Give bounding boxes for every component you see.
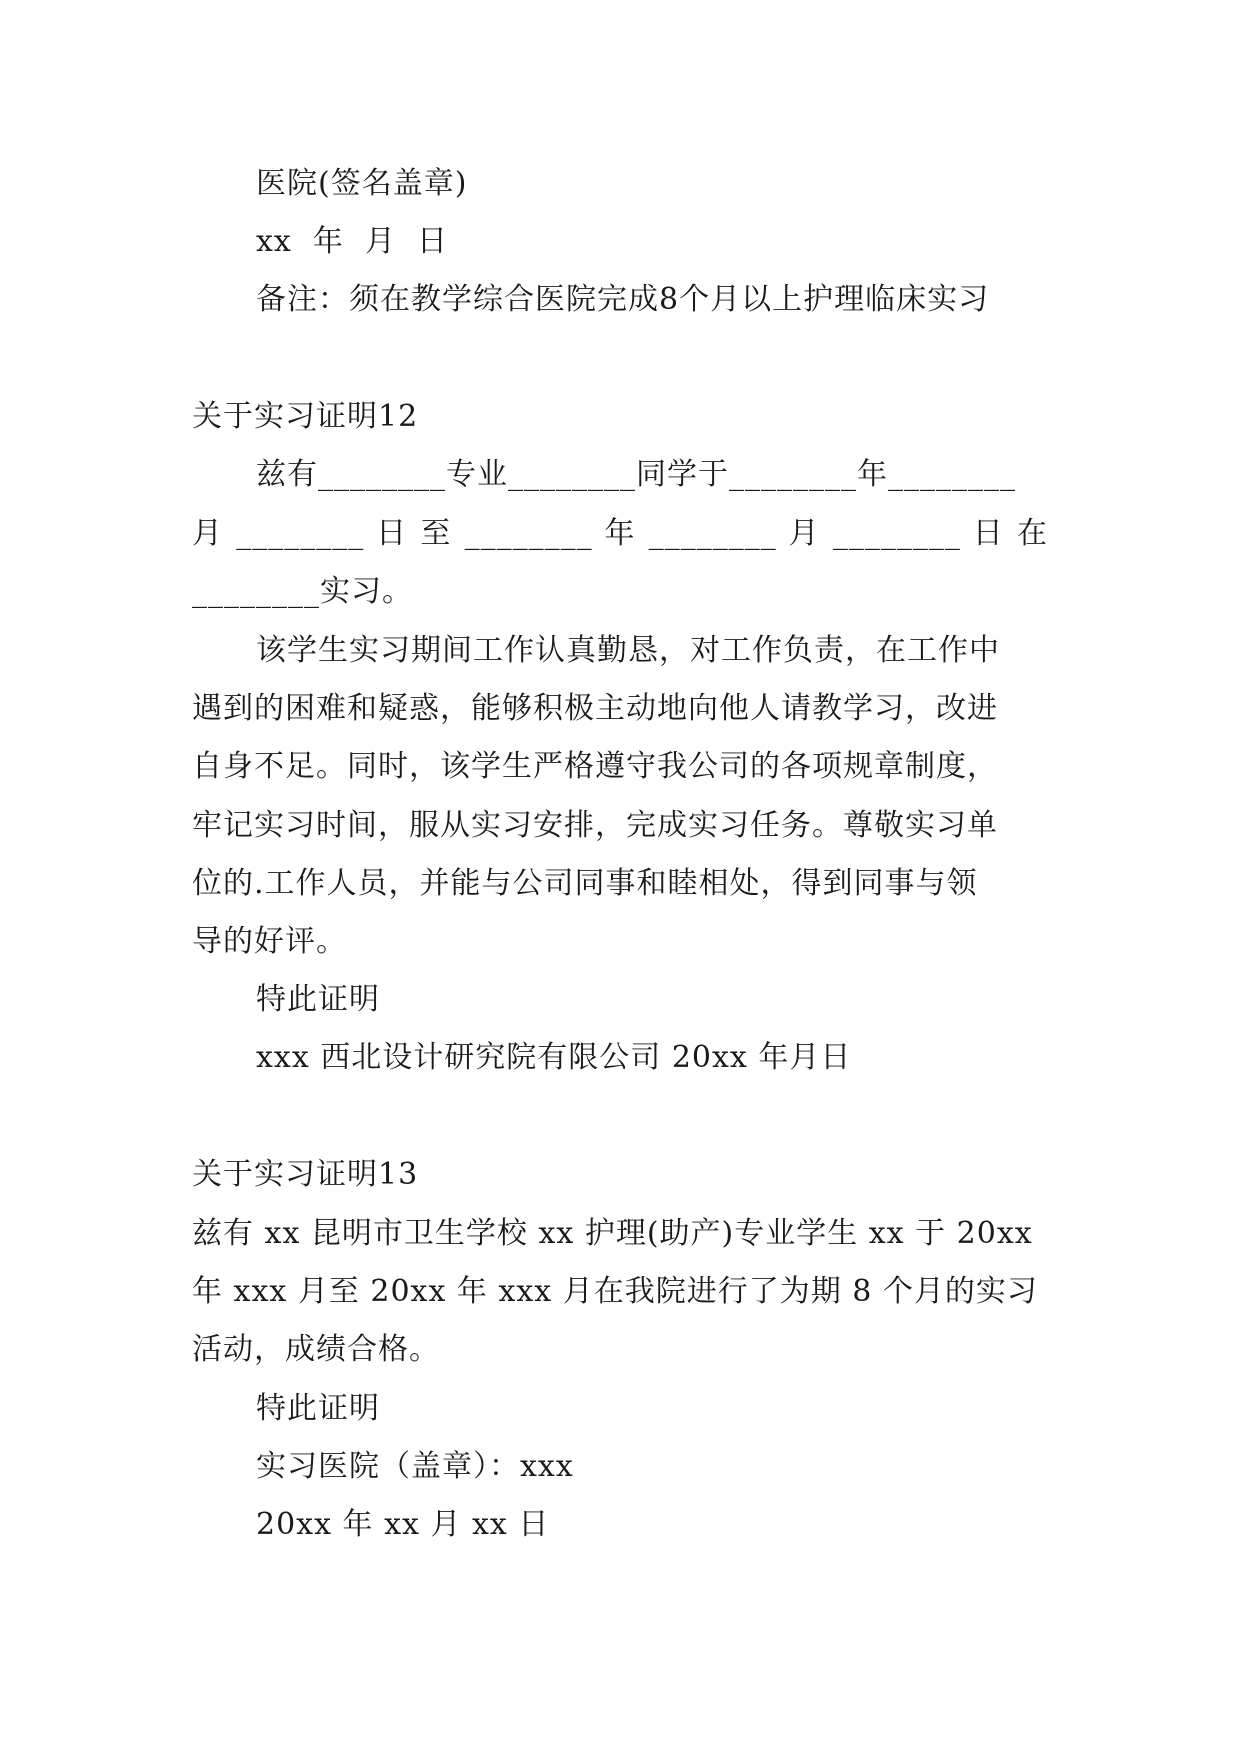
section12-company-date: xxx 西北设计研究院有限公司 20xx 年月日 [256, 1040, 852, 1075]
section13-paragraph-line: 兹有 xx 昆明市卫生学校 xx 护理(助产)专业学生 xx 于 20xx [192, 1216, 1033, 1251]
section13-certification: 特此证明 [256, 1391, 380, 1426]
section13-hospital-seal: 实习医院（盖章）：xxx [256, 1449, 574, 1484]
section13-date: 20xx 年 xx 月 xx 日 [256, 1507, 550, 1542]
section12-paragraph-line: 遇到的困难和疑惑，能够积极主动地向他人请教学习，改进 [192, 691, 998, 726]
date-line: xx 年 月 日 [256, 224, 449, 259]
section12-certification: 特此证明 [256, 982, 380, 1017]
section12-fill-line-2: 月 ________ 日 至 ________ 年 ________ 月 ________ 日 在 [192, 516, 1048, 551]
section12-fill-line-1: 兹有________专业________同学于________年________ [256, 457, 1016, 492]
section12-title: 关于实习证明12 [192, 399, 419, 434]
section12-paragraph-line: 牢记实习时间，服从实习安排，完成实习任务。尊敬实习单 [192, 808, 998, 843]
section12-paragraph-line: 导的好评。 [192, 924, 347, 959]
section12-paragraph-line: 位的.工作人员，并能与公司同事和睦相处，得到同事与领 [192, 866, 978, 901]
section13-paragraph-line: 活动，成绩合格。 [192, 1332, 440, 1367]
section12-paragraph-line: 该学生实习期间工作认真勤恳，对工作负责，在工作中 [256, 633, 1000, 668]
section13-title: 关于实习证明13 [192, 1157, 419, 1192]
section12-fill-line-3: ________实习。 [192, 574, 413, 609]
hospital-signature-line: 医院(签名盖章) [256, 166, 468, 201]
remark-line: 备注：须在教学综合医院完成8个月以上护理临床实习 [256, 282, 990, 317]
section12-paragraph-line: 自身不足。同时，该学生严格遵守我公司的各项规章制度， [192, 749, 998, 784]
section13-paragraph-line: 年 xxx 月至 20xx 年 xxx 月在我院进行了为期 8 个月的实习 [192, 1274, 1038, 1309]
